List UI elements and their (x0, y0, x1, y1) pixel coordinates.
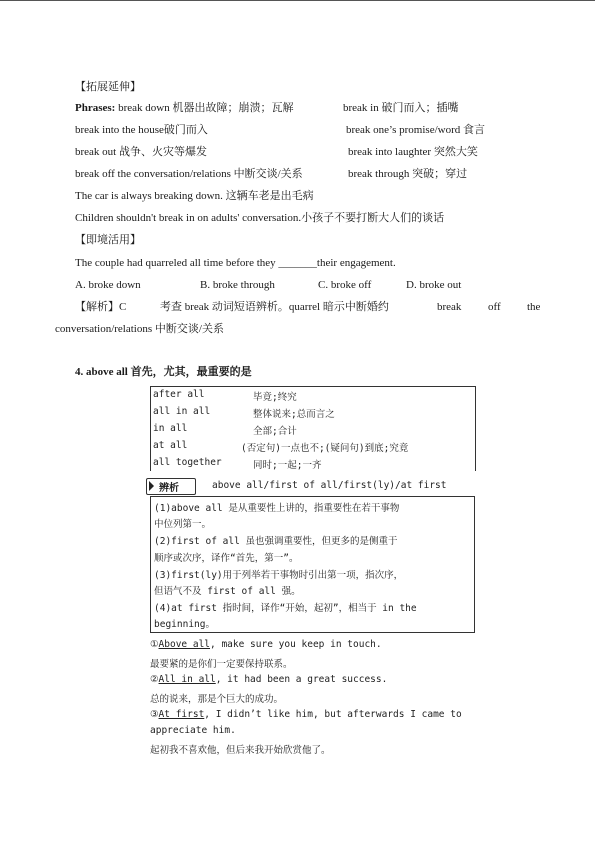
example-2-translation: 总的说来，那是个巨大的成功。 (150, 694, 284, 705)
table-phrase: in all (153, 423, 188, 434)
example-3-translation: 起初我不喜欢他，但后来我开始欣赏他了。 (150, 745, 331, 756)
option-a: A. broke down (75, 279, 141, 291)
phrase-table (150, 386, 476, 471)
analysis-text: 考查 break 动词短语辨析。quarrel 暗示中断婚约 (160, 301, 389, 313)
box-line: (4)at first 指时间，译作“开始，起初”，相当于 in the (154, 603, 417, 614)
table-meaning: 同时;一起;一齐 (253, 460, 322, 471)
table-meaning: 整体说来;总而言之 (253, 409, 335, 420)
analysis-word-off: off (488, 301, 501, 313)
box-line: 中位列第一。 (154, 519, 212, 530)
example-text: , make sure you keep in touch. (210, 639, 382, 650)
box-line: 但语气不及 first of all 强。 (154, 586, 301, 597)
table-phrase: all in all (153, 406, 211, 417)
example-3-continuation: appreciate him. (150, 725, 236, 736)
example-keyphrase: All in all (158, 674, 216, 685)
box-line: (1)above all 是从重要性上讲的，指重要性在若干事物 (154, 503, 400, 514)
table-phrase: at all (153, 440, 188, 451)
table-meaning: 全部;合计 (253, 426, 297, 437)
option-b: B. broke through (200, 279, 275, 291)
option-c: C. broke off (318, 279, 372, 291)
box-line: beginning。 (154, 619, 215, 630)
table-phrase: all together (153, 457, 222, 468)
phrase-break-into-house: break into the house破门而入 (75, 124, 208, 136)
pointer-icon (149, 481, 154, 491)
analysis-label: 【解析】C (75, 301, 127, 313)
example-number: ① (150, 639, 159, 650)
option-d: D. broke out (406, 279, 462, 291)
phrase-break-into-laughter: break into laughter 突然大笑 (348, 146, 478, 158)
phrase-break-through: break through 突破；穿过 (348, 168, 468, 180)
analysis-word-the: the (527, 301, 541, 313)
table-meaning: 毕竟;终究 (253, 392, 297, 403)
expand-heading: 【拓展延伸】 (75, 81, 141, 93)
table-phrase: after all (153, 389, 205, 400)
analysis-word-break: break (437, 301, 462, 313)
example-3 (150, 709, 462, 720)
box-line: (3)first(ly)用于列举若干事物时引出第一项，指次序， (154, 570, 404, 581)
analysis-continuation: conversation/relations 中断交谈/关系 (55, 323, 224, 335)
analysis-box (150, 496, 475, 633)
badge-label: 辨析 (159, 483, 179, 494)
phrase-break-down: break down 机器出故障；崩溃；瓦解 (115, 102, 294, 114)
box-line: (2)first of all 虽也强调重要性，但更多的是侧重于 (154, 536, 398, 547)
example-1-translation: 最要紧的是你们一定要保持联系。 (150, 659, 293, 670)
example-sentence-2: Children shouldn't break in on adults' conversation.小孩子不要打断大人们的谈话 (75, 212, 445, 224)
analysis-badge (146, 478, 196, 495)
example-keyphrase: At first (158, 709, 205, 720)
example-1 (150, 639, 382, 650)
example-number: ② (150, 674, 159, 685)
example-text: , I didn’t like him, but afterwards I came to (204, 709, 462, 720)
phrase-break-in: break in 破门而入；插嘴 (343, 102, 459, 114)
phrases-label: Phrases: (75, 102, 116, 114)
phrases-line (75, 101, 293, 115)
top-rule (0, 0, 595, 1)
phrase-break-promise: break one’s promise/word 食言 (346, 124, 485, 136)
badge-title: above all/first of all/first(ly)/at first (212, 480, 447, 491)
practice-question: The couple had quarreled all time before they _______their engagement. (75, 257, 396, 269)
example-sentence-1: The car is always breaking down. 这辆车老是出毛病 (75, 190, 314, 202)
box-line: 顺序或次序，译作“首先，第一”。 (154, 553, 299, 564)
table-meaning: (否定句)一点也不;(疑问句)到底;究竟 (241, 443, 409, 454)
section-4-title: 4. above all 首先，尤其，最重要的是 (75, 366, 252, 378)
phrase-break-out: break out 战争、火灾等爆发 (75, 146, 207, 158)
example-2 (150, 674, 387, 685)
example-text: , it had been a great success. (215, 674, 388, 685)
example-keyphrase: Above all (158, 639, 211, 650)
practice-heading: 【即境活用】 (75, 234, 141, 246)
example-number: ③ (150, 709, 159, 720)
phrase-break-off: break off the conversation/relations 中断交谈/关系 (75, 168, 303, 180)
